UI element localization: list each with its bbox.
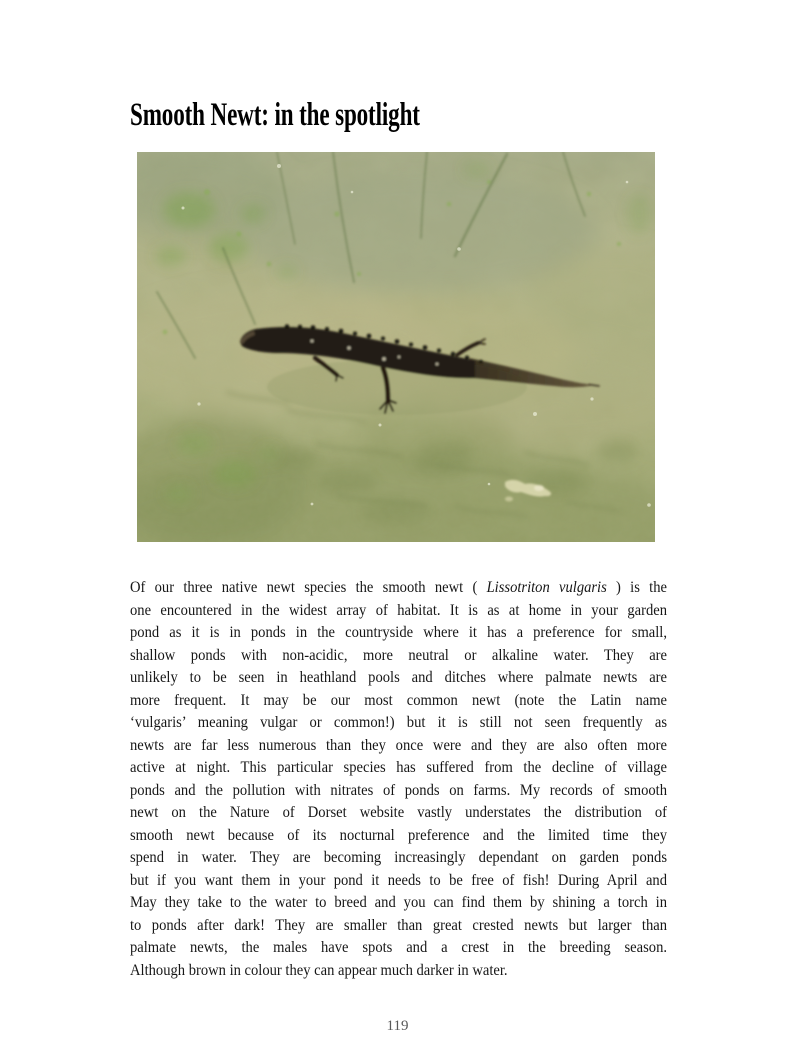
- paragraph-line: smooth newt because of its nocturnal preference and the limited time they: [130, 824, 667, 844]
- paragraph-line: ‘vulgaris’ meaning vulgar or common!) but it is still not seen frequently as: [130, 712, 667, 731]
- paragraph-line: spend in water. They are becoming increasingly dependant on garden ponds: [130, 847, 667, 866]
- paragraph-line: to ponds after dark! They are smaller than great crested newts but larger than: [130, 914, 667, 934]
- paragraph-line: shallow ponds with non-acidic, more neutral or alkaline water. They are: [130, 644, 667, 664]
- page-title: Smooth Newt: in the spotlight: [130, 97, 420, 133]
- newt-photo-image: [137, 152, 655, 542]
- paragraph-line: but if you want them in your pond it needs to be free of fish! During April and: [130, 869, 667, 889]
- paragraph-line: more frequent. It may be our most common newt (note the Latin name: [130, 689, 667, 709]
- paragraph-line: one encountered in the widest array of habitat. It is as at home in your garden: [130, 599, 667, 619]
- page-number: 119: [386, 1018, 409, 1034]
- paragraph-line: palmate newts, the males have spots and a crest in the breeding season.: [130, 937, 667, 956]
- paragraph-line: ponds and the pollution with nitrates of ponds on farms. My records of smooth: [130, 779, 667, 799]
- paragraph-line: pond as it is in ponds in the countryside where it has a preference for small,: [130, 622, 667, 641]
- paragraph-line: Although brown in colour they can appear much darker in water.: [130, 959, 508, 979]
- paragraph-line: May they take to the water to breed and you can find them by shining a torch in: [130, 892, 667, 911]
- paragraph-line: unlikely to be seen in heathland pools and ditches where palmate newts are: [130, 667, 667, 686]
- newt-photo: [137, 152, 655, 542]
- body-paragraph: [130, 576, 667, 981]
- paragraph-line: active at night. This particular species has suffered from the decline of village: [130, 757, 667, 776]
- paragraph-line: Of our three native newt species the smooth newt ( Lissotriton vulgaris ) is the: [130, 577, 667, 596]
- paragraph-line: newt on the Nature of Dorset website vastly understates the distribution of: [130, 802, 667, 821]
- paragraph-line: newts are far less numerous than they once were and they are also often more: [130, 734, 667, 754]
